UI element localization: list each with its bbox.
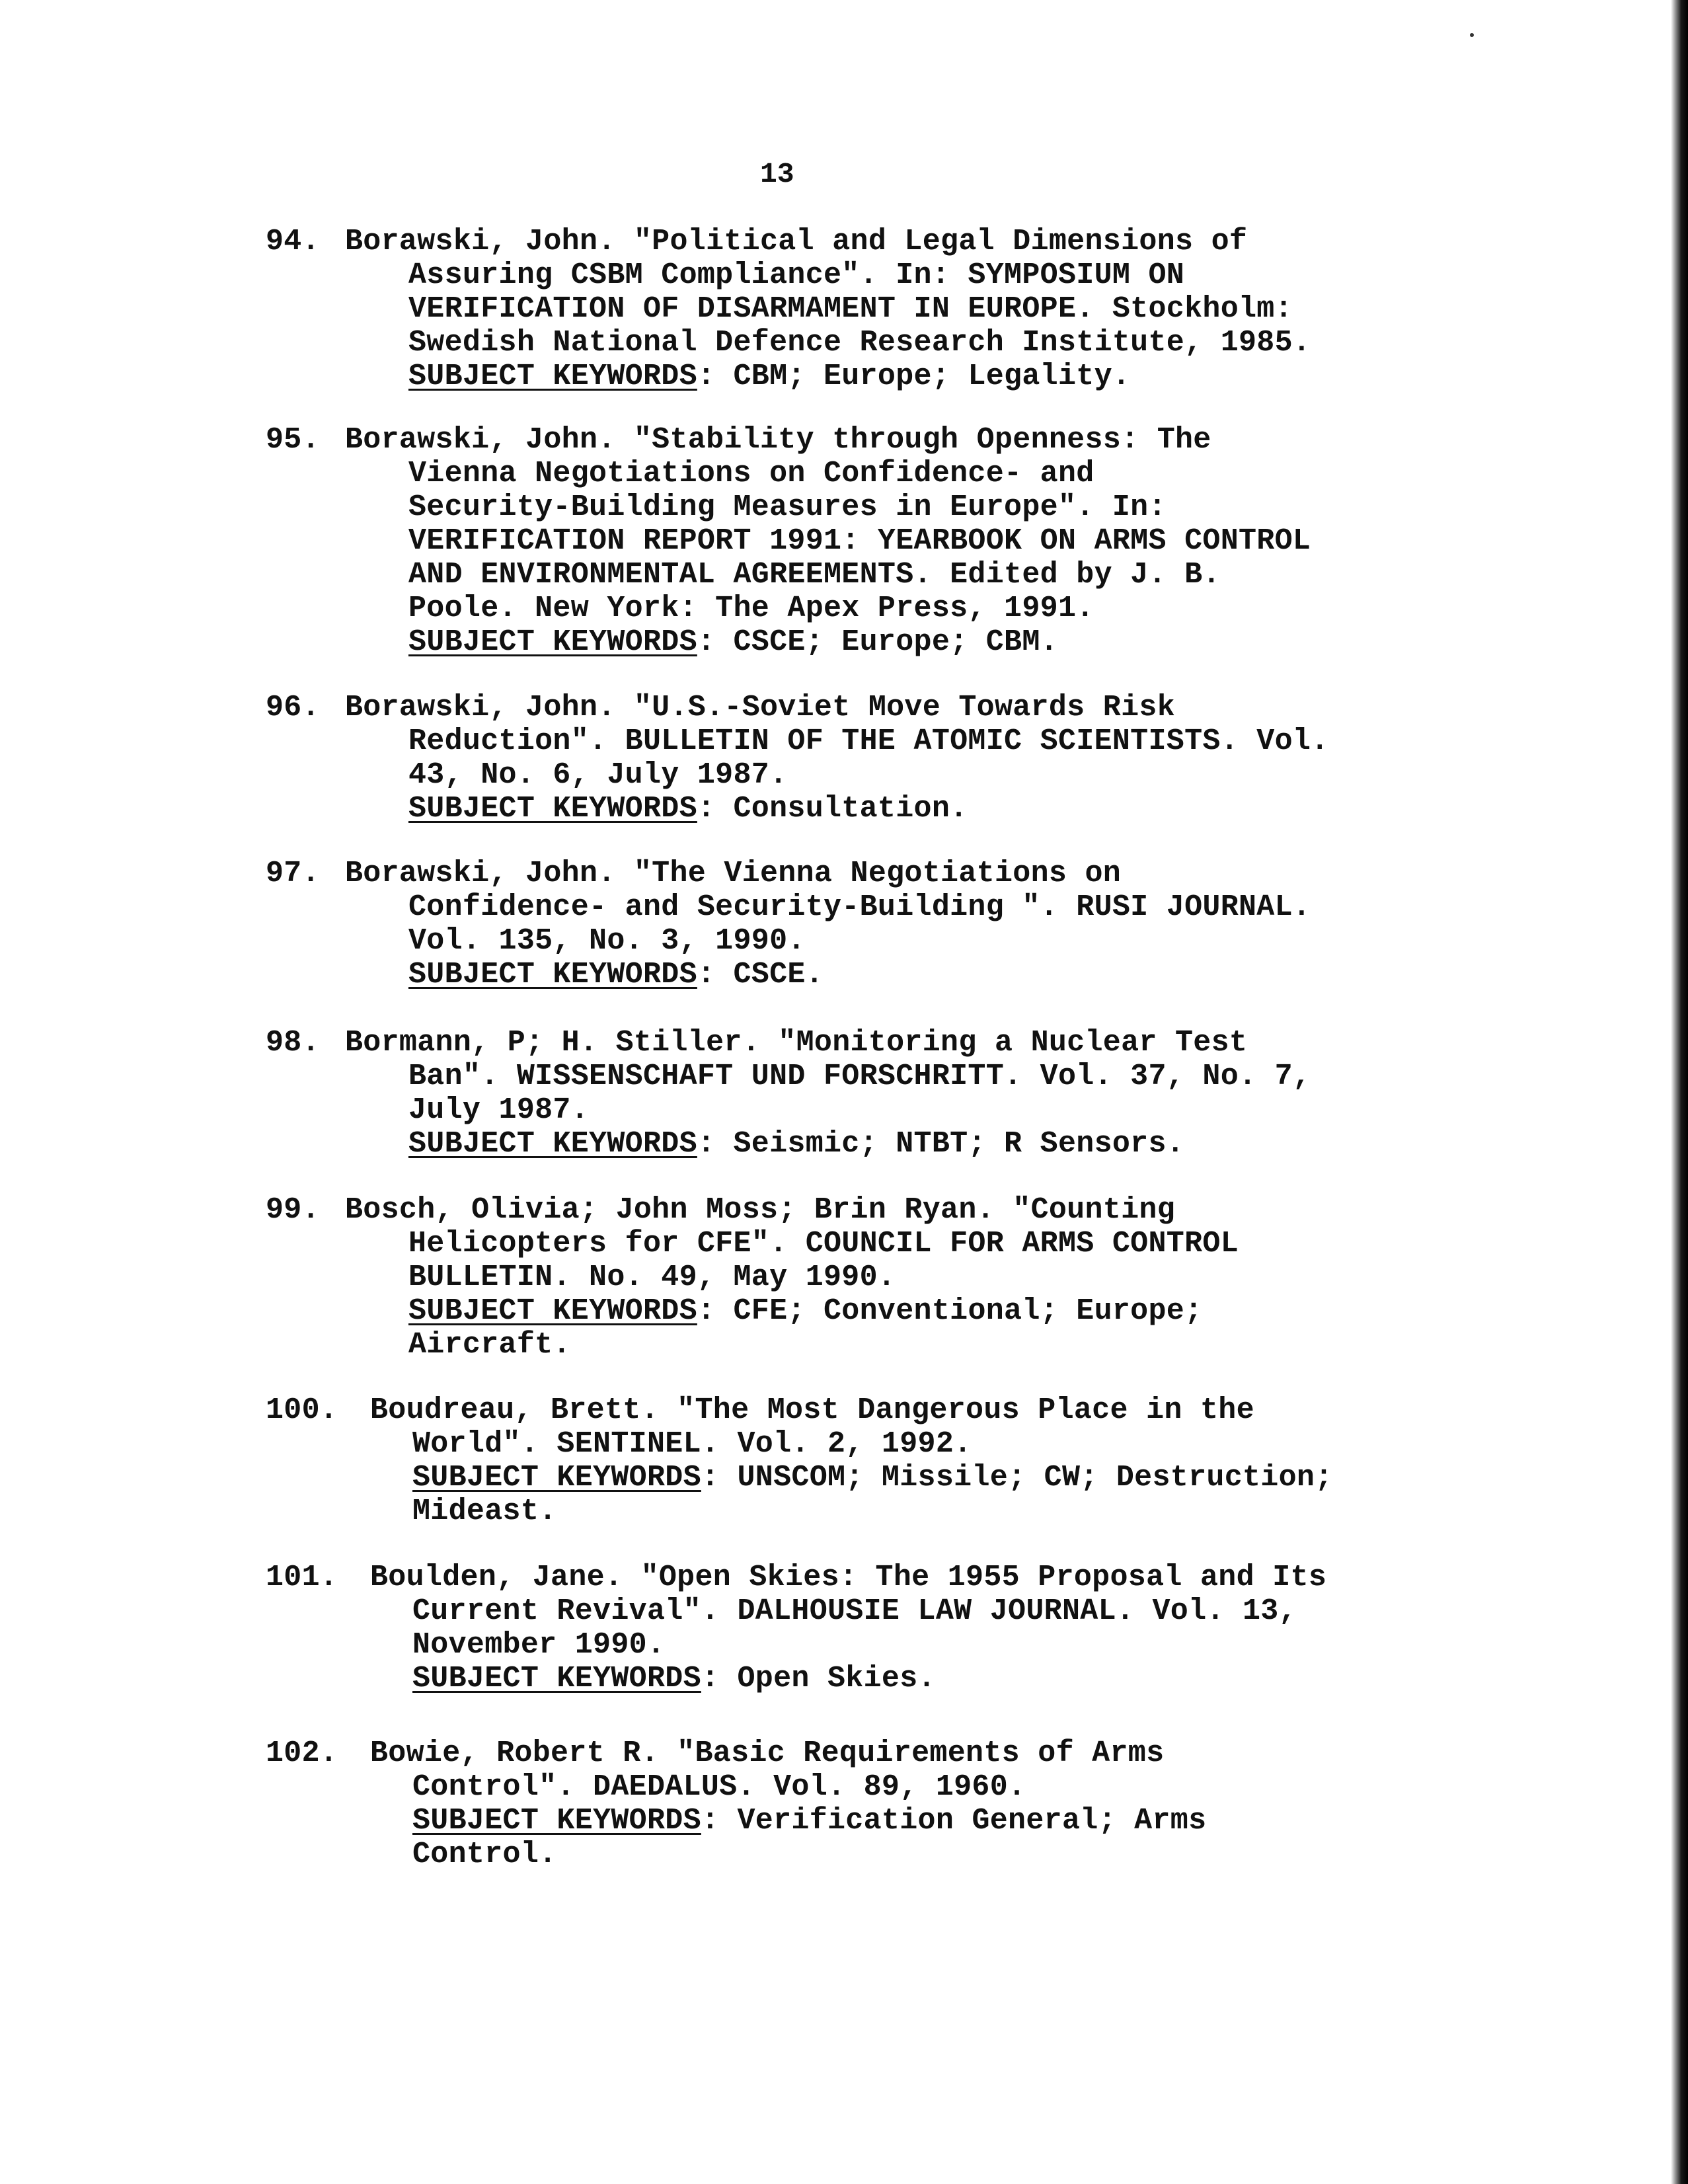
entry-citation-line: World". SENTINEL. Vol. 2, 1992.	[412, 1427, 972, 1461]
bibliography-entry	[266, 423, 1469, 659]
bibliography-entry	[266, 1561, 1469, 1696]
entry-citation-line: Confidence- and Security-Building ". RUSI JOURNAL.	[408, 890, 1311, 924]
subject-keywords-continuation: Aircraft.	[408, 1328, 571, 1362]
entry-keywords-line	[266, 1294, 1469, 1328]
entry-first-line	[266, 1561, 1469, 1594]
entry-author-title: Borawski, John. "Stability through Openness: The	[345, 423, 1211, 457]
subject-keywords-value: : CSCE.	[697, 958, 824, 992]
entry-keywords-line	[266, 792, 1469, 826]
entry-keywords-line	[266, 625, 1469, 659]
entry-keywords-line	[266, 1662, 1469, 1696]
entry-author-title: Borawski, John. "The Vienna Negotiations on	[345, 857, 1122, 890]
entry-keywords-line	[266, 1127, 1469, 1161]
subject-keywords-label: SUBJECT KEYWORDS	[412, 1804, 701, 1838]
entry-keywords-line	[266, 360, 1469, 393]
entry-citation-line: VERIFICATION REPORT 1991: YEARBOOK ON ARMS CONTROL	[408, 524, 1311, 558]
entry-keywords-line	[266, 1804, 1469, 1838]
entry-author-title: Bowie, Robert R. "Basic Requirements of Arms	[370, 1736, 1165, 1770]
subject-keywords-value: : CSCE; Europe; CBM.	[697, 625, 1058, 659]
entry-number: 99.	[266, 1193, 320, 1227]
entry-first-line	[266, 1193, 1469, 1227]
entry-citation-line: November 1990.	[412, 1628, 666, 1662]
subject-keywords-value: : Verification General; Arms	[701, 1804, 1207, 1838]
subject-keywords-value: : CBM; Europe; Legality.	[697, 360, 1131, 393]
bibliography-entry	[266, 1026, 1469, 1161]
entry-citation-line: Ban". WISSENSCHAFT UND FORSCHRITT. Vol. 37, No. 7,	[408, 1060, 1311, 1093]
subject-keywords-label: SUBJECT KEYWORDS	[408, 958, 697, 992]
entry-citation-line: Reduction". BULLETIN OF THE ATOMIC SCIENTISTS. Vol.	[408, 724, 1329, 758]
subject-keywords-label: SUBJECT KEYWORDS	[408, 1127, 697, 1161]
entry-first-line	[266, 1736, 1469, 1770]
entry-author-title: Bosch, Olivia; John Moss; Brin Ryan. "Counting	[345, 1193, 1176, 1227]
entry-first-line	[266, 225, 1469, 258]
subject-keywords-value: : UNSCOM; Missile; CW; Destruction;	[701, 1461, 1333, 1495]
entry-number: 97.	[266, 857, 320, 890]
bibliography-entry	[266, 857, 1469, 992]
entry-author-title: Borawski, John. "U.S.-Soviet Move Towards Risk	[345, 691, 1176, 724]
subject-keywords-label: SUBJECT KEYWORDS	[408, 1294, 697, 1328]
entry-citation-line: Swedish National Defence Research Institute, 1985.	[408, 326, 1311, 360]
subject-keywords-value: : Consultation.	[697, 792, 968, 826]
subject-keywords-label: SUBJECT KEYWORDS	[412, 1662, 701, 1696]
subject-keywords-continuation: Control.	[412, 1838, 557, 1871]
entry-first-line	[266, 1393, 1469, 1427]
bibliography-entry	[266, 691, 1469, 826]
entry-citation-line: Vienna Negotiations on Confidence- and	[408, 457, 1094, 490]
bibliography-entry	[266, 225, 1469, 393]
entry-number: 98.	[266, 1026, 320, 1060]
entry-number: 96.	[266, 691, 320, 724]
entry-author-title: Boudreau, Brett. "The Most Dangerous Place in the	[370, 1393, 1254, 1427]
entry-citation-line: AND ENVIRONMENTAL AGREEMENTS. Edited by J. B.	[408, 558, 1221, 592]
entry-number: 94.	[266, 225, 320, 258]
entry-citation-line: BULLETIN. No. 49, May 1990.	[408, 1261, 896, 1294]
subject-keywords-label: SUBJECT KEYWORDS	[412, 1461, 701, 1495]
entry-first-line	[266, 857, 1469, 890]
subject-keywords-continuation: Mideast.	[412, 1495, 557, 1528]
entry-keywords-line	[266, 958, 1469, 992]
entry-number: 102.	[266, 1736, 338, 1770]
subject-keywords-value: : Open Skies.	[701, 1662, 936, 1696]
entry-citation-line: Helicopters for CFE". COUNCIL FOR ARMS CONTROL	[408, 1227, 1239, 1261]
entry-citation-line: Security-Building Measures in Europe". In:	[408, 490, 1167, 524]
entry-first-line	[266, 1026, 1469, 1060]
entry-citation-line: VERIFICATION OF DISARMAMENT IN EUROPE. Stockholm:	[408, 292, 1293, 326]
subject-keywords-value: : Seismic; NTBT; R Sensors.	[697, 1127, 1185, 1161]
entry-first-line	[266, 423, 1469, 457]
entry-author-title: Boulden, Jane. "Open Skies: The 1955 Proposal and Its	[370, 1561, 1327, 1594]
entry-citation-line: Poole. New York: The Apex Press, 1991.	[408, 592, 1094, 625]
bibliography-entry	[266, 1736, 1469, 1871]
entry-citation-line: Assuring CSBM Compliance". In: SYMPOSIUM ON	[408, 258, 1185, 292]
entry-citation-line: July 1987.	[408, 1093, 590, 1127]
subject-keywords-label: SUBJECT KEYWORDS	[408, 360, 697, 393]
entry-number: 100.	[266, 1393, 338, 1427]
bibliography-entry	[266, 1193, 1469, 1362]
entry-citation-line: Control". DAEDALUS. Vol. 89, 1960.	[412, 1770, 1026, 1804]
entry-citation-line: Current Revival". DALHOUSIE LAW JOURNAL. Vol. 13,	[412, 1594, 1297, 1628]
entry-first-line	[266, 691, 1469, 724]
entry-number: 95.	[266, 423, 320, 457]
scan-speck	[1470, 33, 1474, 37]
entry-number: 101.	[266, 1561, 338, 1594]
subject-keywords-label: SUBJECT KEYWORDS	[408, 792, 697, 826]
page-number: 13	[760, 158, 794, 190]
bibliography-entry	[266, 1393, 1469, 1528]
subject-keywords-value: : CFE; Conventional; Europe;	[697, 1294, 1203, 1328]
entry-keywords-line	[266, 1461, 1469, 1495]
subject-keywords-label: SUBJECT KEYWORDS	[408, 625, 697, 659]
entry-author-title: Bormann, P; H. Stiller. "Monitoring a Nuclear Test	[345, 1026, 1248, 1060]
entry-author-title: Borawski, John. "Political and Legal Dimensions of	[345, 225, 1248, 258]
entry-citation-line: 43, No. 6, July 1987.	[408, 758, 788, 792]
scan-edge-shadow	[1671, 0, 1688, 2184]
entry-citation-line: Vol. 135, No. 3, 1990.	[408, 924, 806, 958]
